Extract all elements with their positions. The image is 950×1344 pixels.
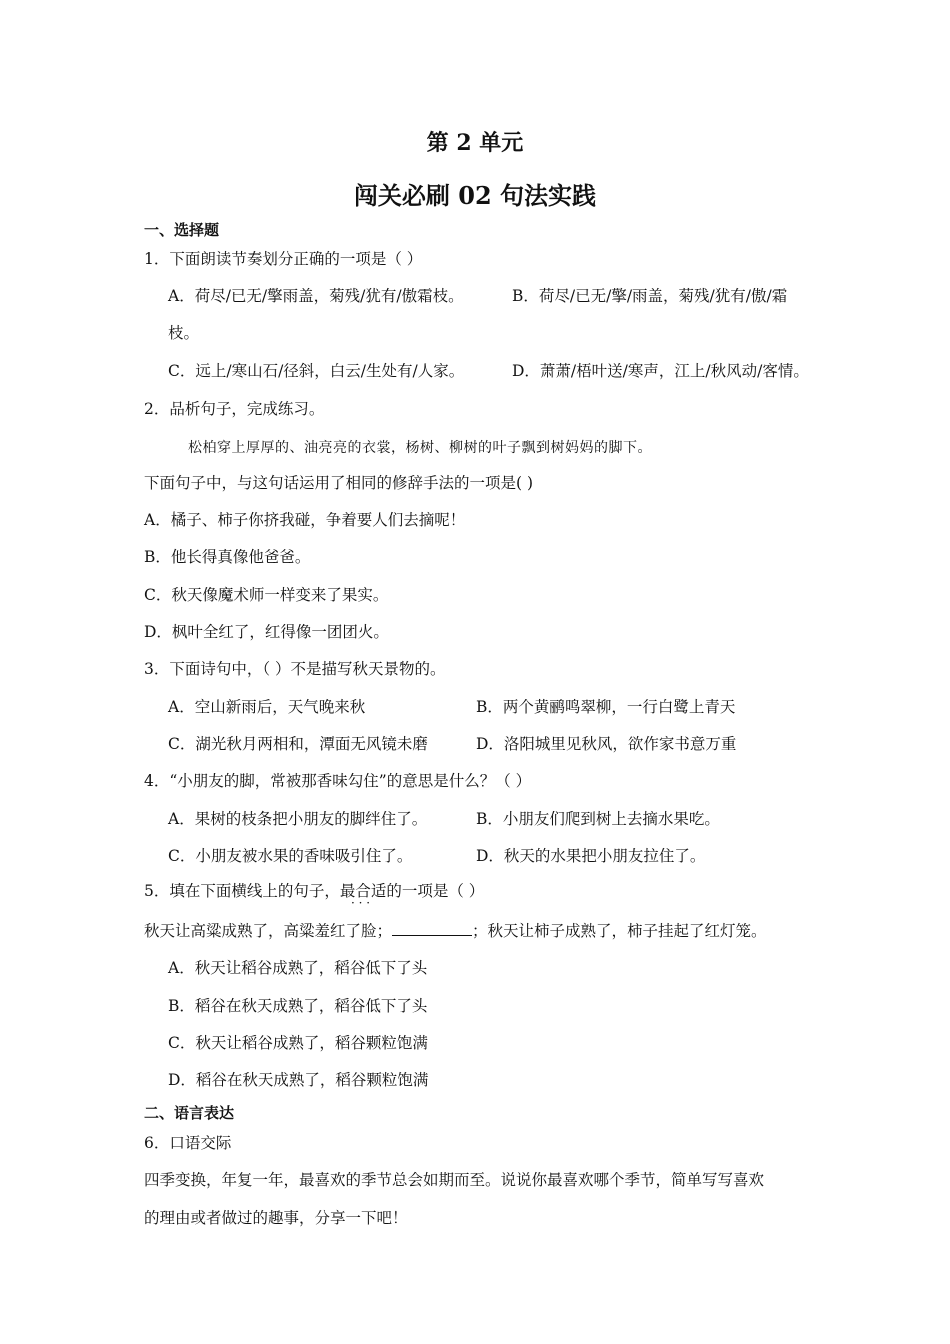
question-5-option-d: D．稻谷在秋天成熟了，稻谷颗粒饱满 bbox=[168, 1071, 429, 1089]
question-5-sentence-end: ；秋天让柿子成熟了，柿子挂起了红灯笼。 bbox=[472, 922, 767, 940]
question-2-option-a: A．橘子、柿子你挤我碰，争着要人们去摘呢！ bbox=[144, 511, 466, 529]
question-4-stem: 4．“小朋友的脚，常被那香味勾住”的意思是什么？（ ） bbox=[144, 772, 532, 790]
question-6-stem: 6．口语交际 bbox=[144, 1134, 232, 1152]
question-4-option-b: B．小朋友们爬到树上去摘水果吃。 bbox=[476, 810, 720, 828]
question-1-option-c: C．远上/寒山石/径斜，白云/生处有/人家。 bbox=[168, 362, 465, 380]
page-title: 闯关必刷 02 句法实践 bbox=[353, 181, 597, 210]
question-5-option-c: C．秋天让稻谷成熟了，稻谷颗粒饱满 bbox=[168, 1034, 428, 1052]
question-2-option-b: B．他长得真像他爸爸。 bbox=[144, 548, 311, 566]
question-3-option-a: A．空山新雨后，天气晚来秋 bbox=[168, 698, 366, 716]
question-2-quoted-sentence: 松柏穿上厚厚的、油亮亮的衣裳，杨树、柳树的叶子飘到树妈妈的脚下。 bbox=[188, 440, 652, 456]
question-4-option-a: A．果树的枝条把小朋友的脚绊住了。 bbox=[168, 810, 428, 828]
question-6-text-line-1: 四季变换，年复一年，最喜欢的季节总会如期而至。说说你最喜欢哪个季节，简单写写喜欢 bbox=[144, 1171, 765, 1189]
question-1-option-b-continued: 枝。 bbox=[168, 324, 200, 342]
emphasis-dots: · · · bbox=[351, 896, 371, 910]
unit-heading: 第 2 单元 bbox=[426, 130, 524, 156]
question-2-prompt: 下面句子中，与这句话运用了相同的修辞手法的一项是( ) bbox=[144, 474, 534, 492]
fill-in-blank[interactable] bbox=[392, 921, 472, 936]
question-3-option-d: D．洛阳城里见秋风，欲作家书意万重 bbox=[476, 735, 737, 753]
section-heading-expression: 二、语言表达 bbox=[144, 1104, 235, 1122]
question-5-stem: 5．填在下面横线上的句子，最合适的一项是（ ） bbox=[144, 882, 485, 900]
question-6-text-line-2: 的理由或者做过的趣事，分享一下吧！ bbox=[144, 1209, 408, 1227]
question-3-option-b: B．两个黄鹂鸣翠柳，一行白鹭上青天 bbox=[476, 698, 736, 716]
question-2-option-c: C．秋天像魔术师一样变来了果实。 bbox=[144, 586, 389, 604]
question-1-stem: 1．下面朗读节奏划分正确的一项是（ ） bbox=[144, 250, 423, 268]
question-4-option-d: D．秋天的水果把小朋友拉住了。 bbox=[476, 847, 706, 865]
section-heading-choice: 一、选择题 bbox=[144, 221, 220, 239]
question-5-sentence bbox=[144, 921, 767, 941]
question-2-option-d: D．枫叶全红了，红得像一团团火。 bbox=[144, 623, 389, 641]
question-2-stem: 2．品析句子，完成练习。 bbox=[144, 400, 325, 418]
question-4-option-c: C．小朋友被水果的香味吸引住了。 bbox=[168, 847, 413, 865]
question-5-option-b: B．稻谷在秋天成熟了，稻谷低下了头 bbox=[168, 997, 428, 1015]
question-3-option-c: C．湖光秋月两相和，潭面无风镜未磨 bbox=[168, 735, 428, 753]
question-5-sentence-start: 秋天让高粱成熟了，高粱羞红了脸； bbox=[144, 922, 393, 940]
question-1-option-a: A．荷尽/已无/擎雨盖，菊残/犹有/傲霜枝。 bbox=[168, 287, 464, 305]
question-1-option-d: D．萧萧/梧叶送/寒声，江上/秋风动/客情。 bbox=[512, 362, 809, 380]
question-5-option-a: A．秋天让稻谷成熟了，稻谷低下了头 bbox=[168, 959, 428, 977]
question-1-option-b: B．荷尽/已无/擎/雨盖，菊残/犹有/傲/霜 bbox=[512, 287, 788, 305]
question-3-stem: 3．下面诗句中，（ ）不是描写秋天景物的。 bbox=[144, 660, 446, 678]
